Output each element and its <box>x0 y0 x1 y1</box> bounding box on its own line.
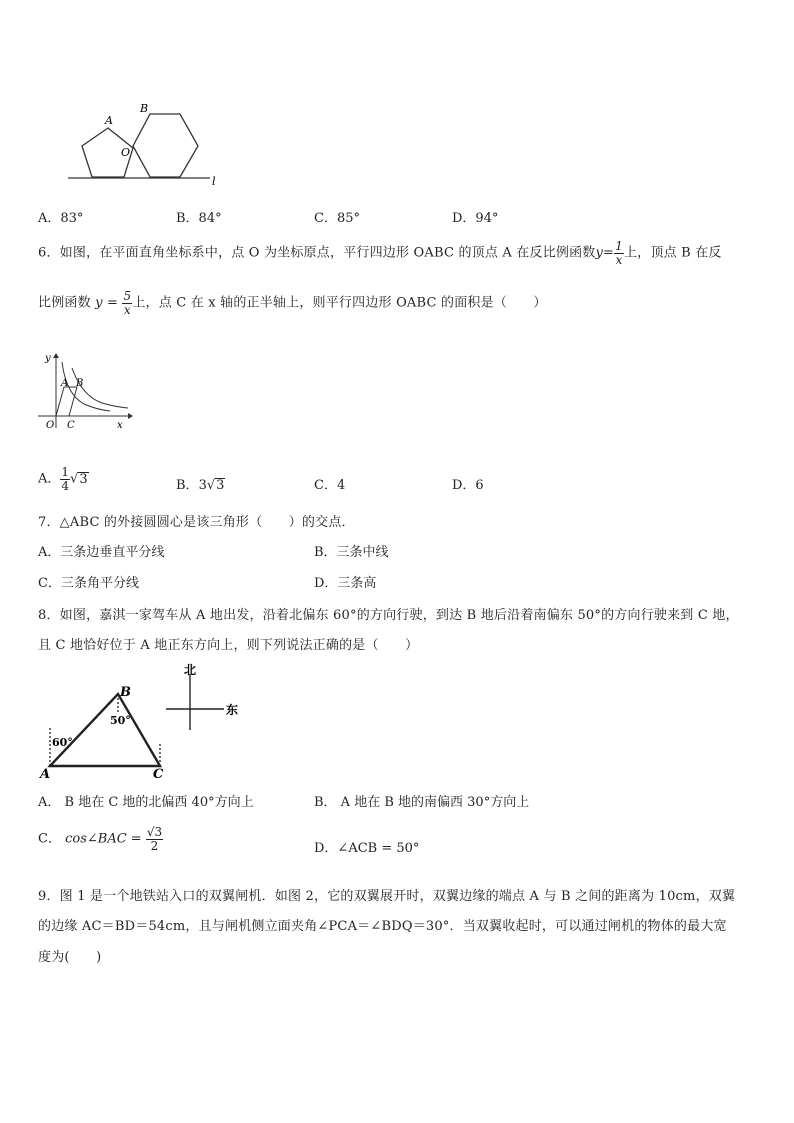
q8-opt-c-expr: cos∠BAC = <box>65 831 142 847</box>
q8-question-line1: 8．如图，嘉淇一家驾车从 A 地出发，沿着北偏东 60°的方向行驶，到达 B 地后沿着南偏东 50°的方向行驶来到 C 地， <box>38 608 739 623</box>
q6-fn1-fraction <box>614 240 624 266</box>
q8-opt-c-num: √3 <box>146 825 163 839</box>
q6-question-line1 <box>38 240 722 266</box>
q6-option-b <box>176 474 225 493</box>
q6-fn2-num: 5 <box>123 289 132 303</box>
q8-angle-50: 50° <box>110 714 131 727</box>
q6-opt-a-rad: 3 <box>79 471 88 487</box>
q8-question-line2: 且 C 地恰好位于 A 地正东方向上，则下列说法正确的是（ ） <box>38 638 419 653</box>
q8-label-a: A <box>40 767 51 782</box>
q5-figure <box>60 98 230 190</box>
q5-label-b: B <box>140 102 149 115</box>
q8-option-c <box>38 826 163 852</box>
q6-fn2-eq: = <box>107 295 119 311</box>
q9-question-line1: 9．图 1 是一个地铁站入口的双翼闸机．如图 2，它的双翼展开时，双翼边缘的端点 A 与 B 之间的距离为 10cm，双翼 <box>38 889 736 904</box>
y-axis-arrow-icon <box>53 353 59 358</box>
q8-east: 东 <box>226 703 239 717</box>
q6-text-1b: 上，顶点 B 在反 <box>623 245 722 261</box>
q6-text-2b: 上，点 C 在 x 轴的正半轴上，则平行四边形 OABC 的面积是（ ） <box>132 295 547 311</box>
q6-text-1a: 6．如图，在平面直角坐标系中，点 O 为坐标原点，平行四边形 OABC 的顶点 A 在反比例函数 <box>38 245 596 261</box>
q7-option-c: C．三条角平分线 <box>38 576 139 591</box>
q8-option-d: D．∠ACB = 50° <box>314 841 420 856</box>
q6-opt-a-sqrt-icon: √ <box>70 471 79 487</box>
q6-label-x: x <box>117 420 123 431</box>
q5-option-c: C．85° <box>314 211 360 226</box>
q6-figure <box>36 352 136 434</box>
q6-fn1-eq: = <box>603 245 615 261</box>
q5-option-d: D．94° <box>452 211 499 226</box>
q6-option-d: D．6 <box>452 478 484 493</box>
parallelogram-oabc <box>56 387 77 416</box>
q8-option-a: A． B 地在 C 地的北偏西 40°方向上 <box>38 795 254 810</box>
q8-label-b: B <box>120 685 131 700</box>
q6-fn1-lhs: y <box>595 245 604 261</box>
q6-text-2a: 比例函数 <box>38 295 91 311</box>
q6-fn2-lhs: y <box>95 295 103 311</box>
q6-opt-b-sqrt-icon: √ <box>206 478 216 493</box>
q6-label-a: A <box>61 378 69 389</box>
q6-fn1-den: x <box>615 252 623 267</box>
q6-opt-a-den: 4 <box>61 478 70 493</box>
q6-opt-a-prefix: A． <box>38 471 61 487</box>
q9-question-line3: 度为( ) <box>38 950 102 965</box>
q5-option-a: A．83° <box>38 211 84 226</box>
q8-opt-c-fraction <box>146 826 163 852</box>
triangle-abc <box>50 694 160 766</box>
q6-question-line2 <box>38 290 547 316</box>
q8-opt-c-den: 2 <box>150 838 159 853</box>
q6-opt-a-num: 1 <box>61 465 70 479</box>
q8-opt-c-prefix: C． <box>38 831 61 847</box>
q6-label-b: B <box>76 378 84 389</box>
q5-label-o: O <box>121 146 131 159</box>
q6-fn1-num: 1 <box>615 239 623 253</box>
q5-option-b: B．84° <box>176 211 222 226</box>
q6-opt-b-prefix: B． <box>176 478 199 493</box>
q7-option-b: B．三条中线 <box>314 545 389 560</box>
q8-angle-60: 60° <box>52 736 73 749</box>
q6-opt-a-fraction <box>60 466 70 492</box>
q7-option-d: D．三条高 <box>314 576 377 591</box>
q6-opt-b-coef: 3 <box>198 478 207 493</box>
q8-label-c: C <box>153 767 164 782</box>
q6-label-y: y <box>45 353 51 364</box>
q6-opt-b-rad: 3 <box>216 478 225 493</box>
q8-option-b: B． A 地在 B 地的南偏西 30°方向上 <box>314 795 530 810</box>
q6-label-c: C <box>67 420 75 431</box>
q6-option-c: C．4 <box>314 478 346 493</box>
q5-label-a: A <box>105 114 113 127</box>
q8-figure <box>38 662 248 782</box>
q7-option-a: A．三条边垂直平分线 <box>38 545 165 560</box>
x-axis-arrow-icon <box>128 413 133 419</box>
q6-fn2-fraction <box>122 290 132 316</box>
q6-label-o: O <box>46 420 55 431</box>
q5-label-l: l <box>212 175 216 188</box>
hexagon <box>133 114 198 177</box>
q9-question-line2: 的边缘 AC＝BD＝54cm，且与闸机侧立面夹角∠PCA＝∠BDQ＝30°．当双翼收起时，可以通过闸机的物体的最大宽 <box>38 919 727 934</box>
q6-fn2-den: x <box>123 302 131 317</box>
q7-question: 7．△ABC 的外接圆圆心是该三角形（ ）的交点． <box>38 515 355 530</box>
q8-north: 北 <box>184 663 197 677</box>
q6-option-a <box>38 466 89 492</box>
